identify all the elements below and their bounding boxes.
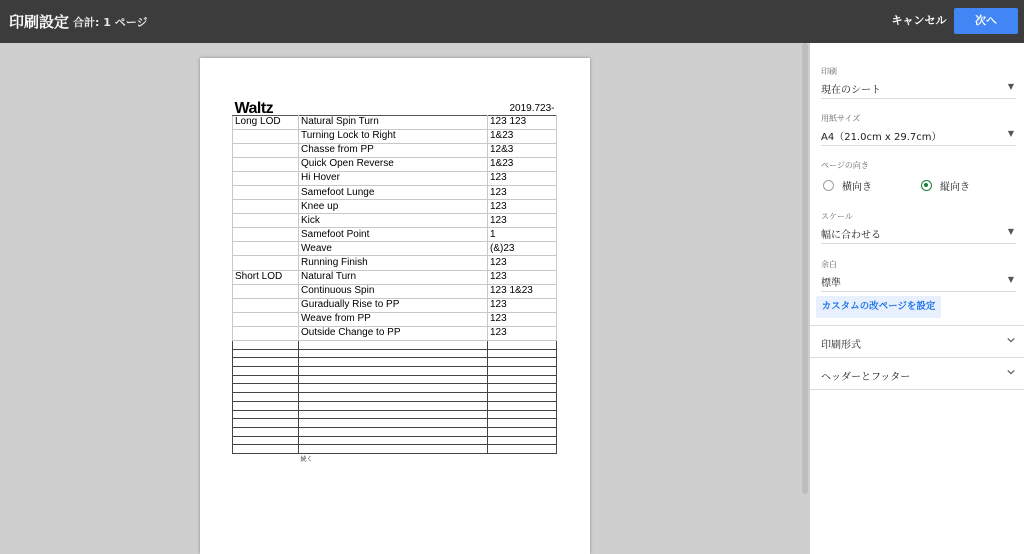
- table-cell: [233, 129, 299, 143]
- table-cell: Running Finish: [299, 256, 488, 270]
- sheet-table: [232, 93, 557, 466]
- table-cell: Short LOD: [233, 270, 299, 284]
- custom-page-break-button[interactable]: カスタムの改ページを設定: [816, 296, 941, 318]
- table-row: [233, 143, 557, 157]
- portrait-radio[interactable]: [921, 178, 970, 193]
- table-cell: [233, 298, 299, 312]
- paper-size-field: [821, 113, 1016, 146]
- section-header-footer[interactable]: [810, 357, 1024, 389]
- section-print-format[interactable]: [810, 325, 1024, 357]
- blank-row: [233, 436, 557, 445]
- continued-note: 続く: [300, 456, 313, 463]
- preview-page: [200, 58, 590, 554]
- print-value: 現在のシート: [821, 85, 881, 96]
- settings-panel: [810, 43, 1024, 554]
- scale-value: 幅に合わせる: [821, 230, 881, 241]
- blank-row: [233, 349, 557, 358]
- table-row: [233, 129, 557, 143]
- dropdown-arrow-icon: ▼: [1007, 82, 1014, 91]
- blank-row: [233, 445, 557, 454]
- table-row: [233, 228, 557, 242]
- table-cell: 1: [488, 228, 557, 242]
- table-cell: 123: [488, 256, 557, 270]
- table-cell: Chasse from PP: [299, 143, 488, 157]
- blank-row: [233, 410, 557, 419]
- table-row: [233, 298, 557, 312]
- table-row: [233, 171, 557, 185]
- next-button[interactable]: 次へ: [954, 8, 1018, 34]
- dropdown-arrow-icon: ▼: [1007, 227, 1014, 236]
- table-row: [233, 185, 557, 199]
- table-cell: Weave from PP: [299, 312, 488, 326]
- table-cell: 123: [488, 171, 557, 185]
- page-count: 合計: 1 ページ: [73, 16, 148, 29]
- table-cell: Natural Turn: [299, 270, 488, 284]
- blank-row: [233, 367, 557, 376]
- blank-row: [233, 393, 557, 402]
- table-cell: (&)23: [488, 242, 557, 256]
- table-cell: [233, 171, 299, 185]
- table-cell: Hi Hover: [299, 171, 488, 185]
- dropdown-arrow-icon: ▼: [1007, 129, 1014, 138]
- orientation-label: ページの向き: [821, 161, 869, 170]
- top-bar: [0, 0, 1024, 43]
- table-cell: [233, 157, 299, 171]
- table-cell: 1&23: [488, 129, 557, 143]
- blank-row: [233, 419, 557, 428]
- table-row: [233, 270, 557, 284]
- table-cell: Samefoot Lunge: [299, 185, 488, 199]
- table-cell: 123: [488, 200, 557, 214]
- table-row: [233, 242, 557, 256]
- table-row: [233, 157, 557, 171]
- table-cell: Outside Change to PP: [299, 326, 488, 340]
- table-cell: [233, 200, 299, 214]
- sheet-header-row: [233, 93, 557, 115]
- blank-row: [233, 384, 557, 393]
- margin-select[interactable]: [821, 274, 1016, 292]
- table-cell: 12&3: [488, 143, 557, 157]
- landscape-radio[interactable]: [823, 178, 872, 193]
- margin-field: [821, 259, 1016, 292]
- print-label: 印刷: [821, 67, 837, 76]
- table-cell: Knee up: [299, 200, 488, 214]
- table-row: [233, 256, 557, 270]
- table-cell: Weave: [299, 242, 488, 256]
- table-row: [233, 214, 557, 228]
- table-cell: 123: [488, 214, 557, 228]
- table-cell: [233, 256, 299, 270]
- table-cell: [233, 326, 299, 340]
- table-cell: 123: [488, 326, 557, 340]
- print-select[interactable]: [821, 81, 1016, 99]
- margin-value: 標準: [821, 278, 841, 289]
- print-field: [821, 66, 1016, 99]
- table-cell: [233, 312, 299, 326]
- table-cell: [233, 214, 299, 228]
- table-row: [233, 200, 557, 214]
- sheet-footer-row: [233, 453, 557, 466]
- cancel-button[interactable]: キャンセル: [891, 14, 947, 27]
- blank-row: [233, 401, 557, 410]
- table-cell: Long LOD: [233, 115, 299, 129]
- portrait-label: 縦向き: [940, 182, 970, 193]
- sheet-title: Waltz: [234, 99, 274, 117]
- landscape-label: 横向き: [842, 182, 872, 193]
- table-row: [233, 284, 557, 298]
- radio-unchecked-icon: [823, 180, 834, 191]
- table-cell: [233, 284, 299, 298]
- chevron-down-icon: [1007, 336, 1015, 344]
- section-divider: [810, 389, 1024, 390]
- table-cell: 123: [488, 298, 557, 312]
- table-cell: Samefoot Point: [299, 228, 488, 242]
- table-cell: Guradually Rise to PP: [299, 298, 488, 312]
- scale-field: [821, 211, 1016, 244]
- blank-row: [233, 427, 557, 436]
- section-print-format-label: 印刷形式: [821, 340, 861, 351]
- table-cell: [233, 185, 299, 199]
- scale-label: スケール: [821, 212, 853, 221]
- margin-label: 余白: [821, 260, 837, 269]
- table-cell: Continuous Spin: [299, 284, 488, 298]
- orientation-options: [821, 178, 1016, 194]
- scale-select[interactable]: [821, 226, 1016, 244]
- table-cell: 1&23: [488, 157, 557, 171]
- table-cell: 123: [488, 312, 557, 326]
- table-cell: Quick Open Reverse: [299, 157, 488, 171]
- section-header-footer-label: ヘッダーとフッター: [821, 372, 911, 383]
- table-cell: 123: [488, 270, 557, 284]
- blank-row: [233, 375, 557, 384]
- table-cell: Natural Spin Turn: [299, 115, 488, 129]
- dropdown-arrow-icon: ▼: [1007, 275, 1014, 284]
- sheet-date: 2019.723-: [509, 102, 555, 114]
- paper-size-select[interactable]: [821, 128, 1016, 146]
- paper-size-label: 用紙サイズ: [821, 114, 861, 123]
- table-cell: Kick: [299, 214, 488, 228]
- table-row: [233, 115, 557, 129]
- table-cell: 123 123: [488, 115, 557, 129]
- table-cell: 123: [488, 185, 557, 199]
- paper-size-value: A4（21.0cm x 29.7cm）: [821, 132, 942, 143]
- table-row: [233, 312, 557, 326]
- table-cell: [233, 228, 299, 242]
- table-row: [233, 326, 557, 340]
- page-title: 印刷設定: [9, 13, 70, 31]
- preview-scrollbar[interactable]: [802, 43, 808, 494]
- table-cell: Turning Lock to Right: [299, 129, 488, 143]
- radio-checked-icon: [921, 180, 932, 191]
- table-cell: [233, 242, 299, 256]
- chevron-down-icon: [1007, 368, 1015, 376]
- blank-row: [233, 358, 557, 367]
- table-cell: 123 1&23: [488, 284, 557, 298]
- blank-row: [233, 341, 557, 350]
- orientation-field: [821, 160, 1016, 171]
- table-cell: [233, 143, 299, 157]
